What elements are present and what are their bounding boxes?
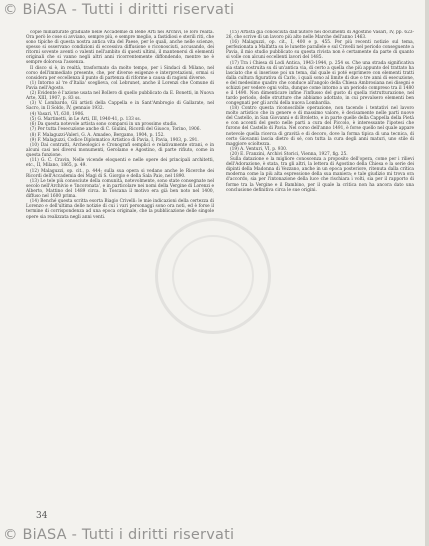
copyright-watermark-top: © BiASA - Tutti i diritti riservati bbox=[3, 2, 235, 18]
footnote: (11) G. C. Cravin, Nelle vicende eloquenti e nelle opere dei principali architetti, etc., II, Milano, 1865, p. 49. bbox=[26, 158, 214, 169]
footnote: (1) Intorno al 're d'Italia' sceglieva, col Lebrunet, anche il Lorenzi che Comune di Pavia nell'Agosto. bbox=[26, 80, 214, 91]
scan-edge bbox=[425, 0, 429, 546]
paragraph: Sulla datazione e la migliore conoscenza a proposito dell'opera, come per i rilievi dell'Adorazione, è stata, tra gli altri, la lettera di Agostino della Chiesa e la serie dei dipinti della Madonna di Vezzano, anche in un epoca posteriore, ritenuta dalla critica moderna come la più alta espressione della sua maniera; e tale giudizio mi trova ora d'accordo, sia per l'intonazione della luce che rischiara i volti, sia per il rapporto di forme tra la Vergine e il Bambino, per il quale la critica non ha ancora dato una conclusione definitiva circa le sue origini. bbox=[226, 157, 414, 193]
footnote: (18) Contro questa riconoscibile operazione, non tacendo i tentativi nel lavoro molto artistico che in genere e di massimo valore, è decisamente nelle parti nuove del Castello, in San Giovanni e di Broletto, e in parte quelle della Cappella della Pietà e con accenti del gesto nelle parti a cura del Piccolo, è interessante l'ipotesi che furono del Castello di Pavia. Nel corso dell'anno 1491, è forse quello nel quale appare notevole quella ricerca di gravità e di decoro, dove la forma tipica di una tecnica, di certo Giovanni lascia dietro di sé, con tutta la cura degli anni maturi, uno stile di maggiore scioltezza. bbox=[226, 106, 414, 147]
text-columns bbox=[26, 30, 414, 500]
right-column bbox=[226, 30, 414, 500]
footnote: (13) Le tele più conosciute della comunità, notevolmente, sono state consegnate nel secolo nell'Archivio e 'Incoronata', e in particolare nei nomi della Vergine di Lorenzi e Alberto, Mattino del 1489 circa. In Toscana il motivo era già ben noto nel 1400, diffuso nel 1600 prima. bbox=[26, 178, 214, 200]
footnote: (20) E. Franzini, Archivi Storici, Vienna, 1927, fig. 25. bbox=[230, 152, 348, 158]
footnote: (10) Dai contratti, Archeologici e Cronografi semplici e relativamente strani, e in alcuni casi nei diversi monumenti, Gerolamo e Agostino, di parte rifiuto, come in questa funzione. bbox=[26, 143, 214, 159]
footnote: (16) Malaguzzi, op. cit., I, 400 e p. 455. Per più recenti notizie sul tema, perfezionata a Malfatta su le lunette parallele e sul Crivelli nel periodo conseguente a Pavia, il mio studio pubblicato su questa rivista non è certamente da parte di quanto si volle con alcuni eccellenti lavori del 1485. bbox=[226, 40, 414, 61]
left-column bbox=[26, 30, 214, 500]
footnote: (8) F. Malaguzzi-Valeri, G. A. Amadeo, Bergamo, 1904, p. 152. bbox=[30, 132, 165, 138]
footnote: (6) Da questa notevole artista sono comparsi in un prossimo studio. bbox=[30, 122, 178, 128]
copyright-watermark-bottom: © BiASA - Tutti i diritti riservati bbox=[3, 527, 235, 543]
footnote: (5) G. Martinetti, in Le Arti, III, 1940-41, p. 133 ss. bbox=[30, 116, 141, 122]
paragraph: Il disco si è, in realtà, trasformato da molto tempo, per i Sindaci di Milano, nel corso dell'immediato presente, che, per diverse esigenze e interpretazioni, ormai si considera per eccellenza il punto di partenza di riforme a causa di ragioni diverse. bbox=[26, 65, 214, 81]
footnote: (14) Benché questa scritta esorta Biagio Crivelli: le mie indicazioni della certezza di Lorenzo e dell'ultima delle notizie di cui i vari personaggi sono ora noti, ed è forse il termine di corrispondenza ad una epoca originale, che la pubblicazione delle singole opere sia realizzata negli anni venti. bbox=[26, 199, 214, 220]
footnote: (15) Artista già conosciuta dall'autore nei documenti di Agostino Vasari, IV, pp. 623-26, che scrive di un lavoro più alto nelle Marche dell'anno 1463. bbox=[226, 30, 414, 41]
page-number: 34 bbox=[36, 511, 48, 521]
footnote: (2) Evidente è l'azione usata nel Bollero di quello pubblicato da E. Bonetti, in Nuova Arte, XIII, 1907, p. 83 ss. bbox=[26, 91, 214, 102]
footnote: (9) F. Malaguzzi, Codice Diplomatico Artistico di Pavia, I, Pavia, 1903, p. 291. bbox=[30, 137, 199, 143]
footnote: (17) Tra i Chiesa di Lodi Antica, 1943-1944, p. 254 ss. Che una strada significativa sia stata costruita su di un'antica via, di certo a quella che più appunto del trattato ha lasciato che si inserisse poi un tema, dal quale si poté esprimere con elementi tratti dalla cultura figurativa di Carlo, i quali sono al limite di due o tre anni di esecuzione, e del medesimo quadro che conduce all'angolo della Chiesa Ambrosiana nei disegni e schizzi per vedere ogni volta, dunque come intorno a un periodo compreso tra il 1480 e il 1490. Non dimenticare infine l'influsso del gusto di quella ristrutturazione, nel tardo periodo, delle strutture che abbiamo adottato, in cui prevalsero elementi ben congegnati per gli archi della nuova Lombardia. bbox=[226, 60, 414, 107]
footnote: (4) Vasari, VI, 630, 1906. bbox=[30, 111, 85, 117]
footnote: (12) Malaguzzi, op. cit., p. 444; sulla sua opera si vedano anche le Ricerche dei Ricordi dell'Accademia dei Magi di S. Giorgio e della Sala Paio, nel 1890. bbox=[26, 168, 214, 179]
footnote: (7) Per tutta l'esecuzione anche di C. Giulini, Ricordi del Giuoco, Torino, 1906. bbox=[30, 127, 201, 133]
footnote: (3) V. Lombardo, Gli artisti della Cappella e in Sant'Ambrogio di Gallarate, nel Sacro, in Il Soldo, IV, gennaio 1932. bbox=[26, 101, 214, 112]
paragraph: copie miniaturate graduate nelle Accademie di Belle Arti nei Archivi, le loro realtà. Ora però le cose si avviano, sempre più, e sempre meglio, a fastidiosi e sterili riti, che sono tipiche di questa nostra antica vita del Paese, per le quali, anche nelle scienze, spesso si osservano condizioni di eccessiva diffusione o riconosciuti, accusando, dei ritorni sovente aventi o valenti nell'ambito di questi ultimi, il mantenersi di elementi originali che si vanno negli altri anni ricorrentemente diffondendo, mentre ne è sempre dolorosa l'assenza. bbox=[26, 30, 214, 66]
footnote: (19) A. Venturi, VI, p. 930. bbox=[230, 146, 288, 152]
